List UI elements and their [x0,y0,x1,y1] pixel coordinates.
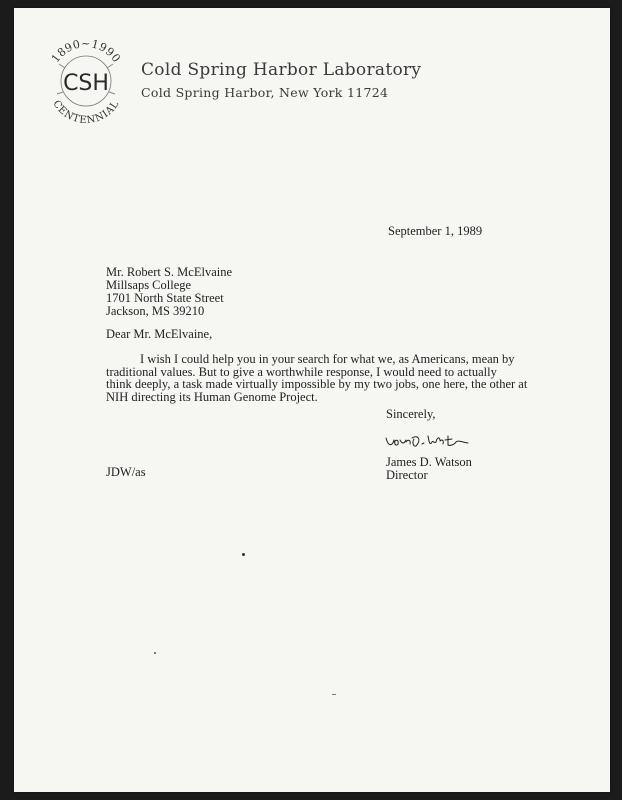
paper-speck [332,694,336,695]
svg-text:CENTENNIAL [50,99,121,127]
organization-address: Cold Spring Harbor, New York 11724 [141,85,389,100]
letter-date: September 1, 1989 [388,224,483,238]
handwritten-signature [382,430,472,452]
letter-page [14,8,610,792]
signer-title: Director [386,468,428,482]
closing: Sincerely, [386,407,436,421]
body-line: think deeply, a task made virtually impossible by my two jobs, one here, the other at [106,377,528,391]
recipient-address [106,266,232,318]
letter-body [106,353,568,403]
body-line: I wish I could help you in your search for what we, as Americans, mean by [140,352,515,366]
svg-text:1890~1990 [49,37,123,65]
csh-monogram: CSH [63,71,109,96]
centennial-years: 1890~1990 [48,37,124,66]
recipient-street: 1701 North State Street [106,291,224,305]
salutation: Dear Mr. McElvaine, [106,327,213,341]
organization-name: Cold Spring Harbor Laboratory [141,60,422,80]
paper-speck [242,553,245,556]
signer-name: James D. Watson [386,455,472,469]
recipient-name: Mr. Robert S. McElvaine [106,265,233,279]
recipient-city: Jackson, MS 39210 [106,304,205,318]
paper-speck [154,652,156,654]
typist-initials: JDW/as [106,465,146,479]
csh-centennial-logo [39,34,133,128]
body-line: traditional values. But to give a worthwhile response, I would need to actually [106,364,497,379]
recipient-institution: Millsaps College [106,278,192,292]
body-line: NIH directing its Human Genome Project. [106,389,318,404]
centennial-word: CENTENNIAL [50,98,122,127]
